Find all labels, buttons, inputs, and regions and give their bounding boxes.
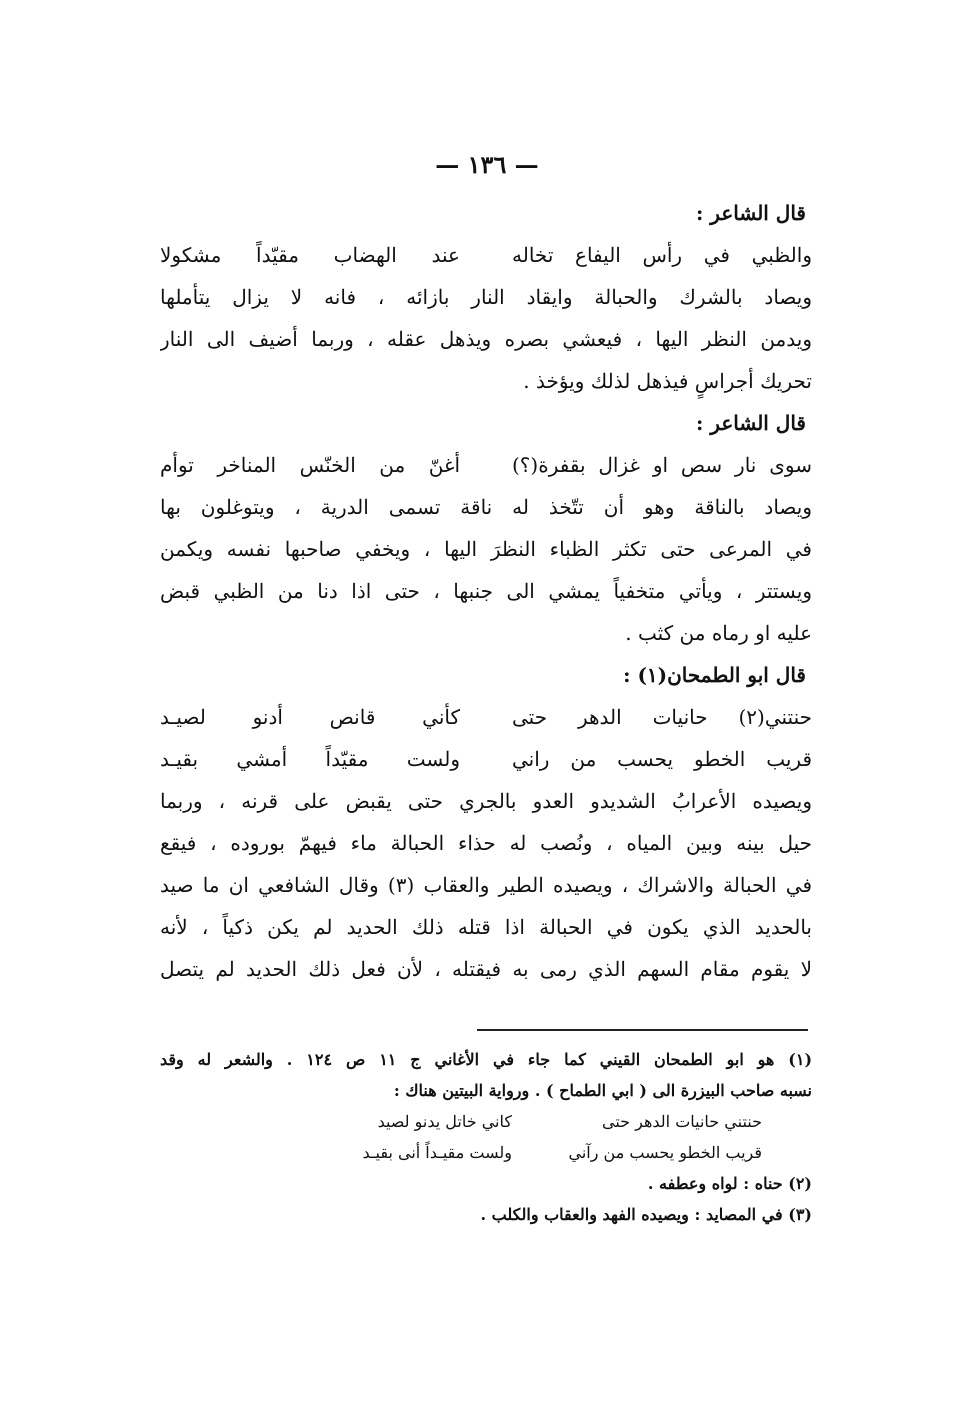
footnote-3: (٣) في المصايد : ويصيده الفهد والعقاب والكلب . [480, 1205, 812, 1224]
verse-hemistich-first: قريب الخطو يحسب من راني [512, 747, 812, 771]
footnote-verse-hemistich-second: ولست مقيـداً أنى بقيـد [362, 1143, 512, 1162]
prose-line: ويدمن النظر اليها ، فيعشي بصره ويذهل عقله ، وربما أضيف الى النار [160, 327, 812, 351]
prose-line: عليه او رماه من كثب . [625, 621, 812, 645]
main-text [160, 192, 812, 990]
verse-hemistich-second: أغنّ من الخنّس المناخر توأم [160, 453, 460, 477]
footnote-1-line-2: نسبه صاحب البيزرة الى ( ابي الطماح ) . ورواية البيتين هناك : [393, 1081, 812, 1100]
poet-heading: قال ابو الطمحان(١) : [623, 663, 806, 687]
verse-line [160, 738, 812, 780]
verse-line [160, 234, 812, 276]
verse-hemistich-second: عند الهضاب مقيّداً مشكولا [160, 243, 460, 267]
footnote-divider [477, 1029, 808, 1031]
verse-hemistich-second: ولست مقيّداً أمشي بقيـد [160, 747, 460, 771]
prose-line: لا يقوم مقام السهم الذي رمى به فيقتله ، لأن فعل ذلك الحديد لم يتصل [160, 957, 812, 981]
prose-line: تحريك أجراسٍ فيذهل لذلك ويؤخذ . [523, 369, 812, 393]
prose-line: ويصاد بالناقة وهو أن تتّخذ له ناقة تسمى الدرية ، ويتوغلون بها [160, 495, 812, 519]
prose-line: في الحبالة والاشراك ، ويصيده الطير والعقاب (٣) وقال الشافعي ان ما صيد [160, 873, 812, 897]
poet-heading: قال الشاعر : [695, 411, 806, 435]
footnote-verse-hemistich-first: حنتني حانيات الدهر حتى [602, 1112, 762, 1131]
verse-hemistich-first: حنتني(٢) حانيات الدهر حتى [512, 705, 812, 729]
verse-hemistich-first: والظبي في رأس اليفاع تخاله [512, 243, 812, 267]
prose-line: حيل بينه وبين المياه ، ونُصب له حذاء الحبالة ماء فيهمّ بوروده ، فيقع [160, 831, 812, 855]
poet-heading: قال الشاعر : [695, 201, 806, 225]
verse-line [160, 696, 812, 738]
prose-line: ويصاد بالشرك والحبالة وايقاد النار بازائه ، فانه لا يزال يتأملها [160, 285, 812, 309]
footnote-1-line-1: (١) هو ابو الطمحان القيني كما جاء في الأغاني ج ١١ ص ١٢٤ . والشعر له وقد [160, 1050, 812, 1069]
footnotes [160, 1044, 812, 1230]
footnote-2: (٢) حناه : لواه وعطفه . [647, 1174, 812, 1193]
prose-line: ويصيده الأعرابُ الشديدو العدو بالجري حتى يقبض على قرنه ، وربما [160, 789, 812, 813]
footnote-verse-hemistich-first: قريب الخطو يحسب من رآني [568, 1143, 762, 1162]
verse-hemistich-first: سوى نار سص او غزال بقفرة(؟) [512, 453, 812, 477]
footnote-verse [160, 1106, 812, 1137]
verse-line [160, 444, 812, 486]
prose-line: بالحديد الذي يكون في الحبالة اذا قتله ذلك الحديد لم يكن ذكياً ، لأنه [160, 915, 812, 939]
page-number: — ١٣٦ — [435, 150, 539, 179]
footnote-verse-hemistich-second: كاني خاتل يدنو لصيد [377, 1112, 512, 1131]
verse-hemistich-second: كأني قانص أدنو لصيـد [160, 705, 460, 729]
prose-line: ويستتر ، ويأتي متخفياً يمشي الى جنبها ، حتى اذا دنا من الظبي قبض [160, 579, 812, 603]
prose-line: في المرعى حتى تكثر الظباء النظرَ اليها ، ويخفي صاحبها نفسه ويكمن [160, 537, 812, 561]
footnote-verse [160, 1137, 812, 1168]
